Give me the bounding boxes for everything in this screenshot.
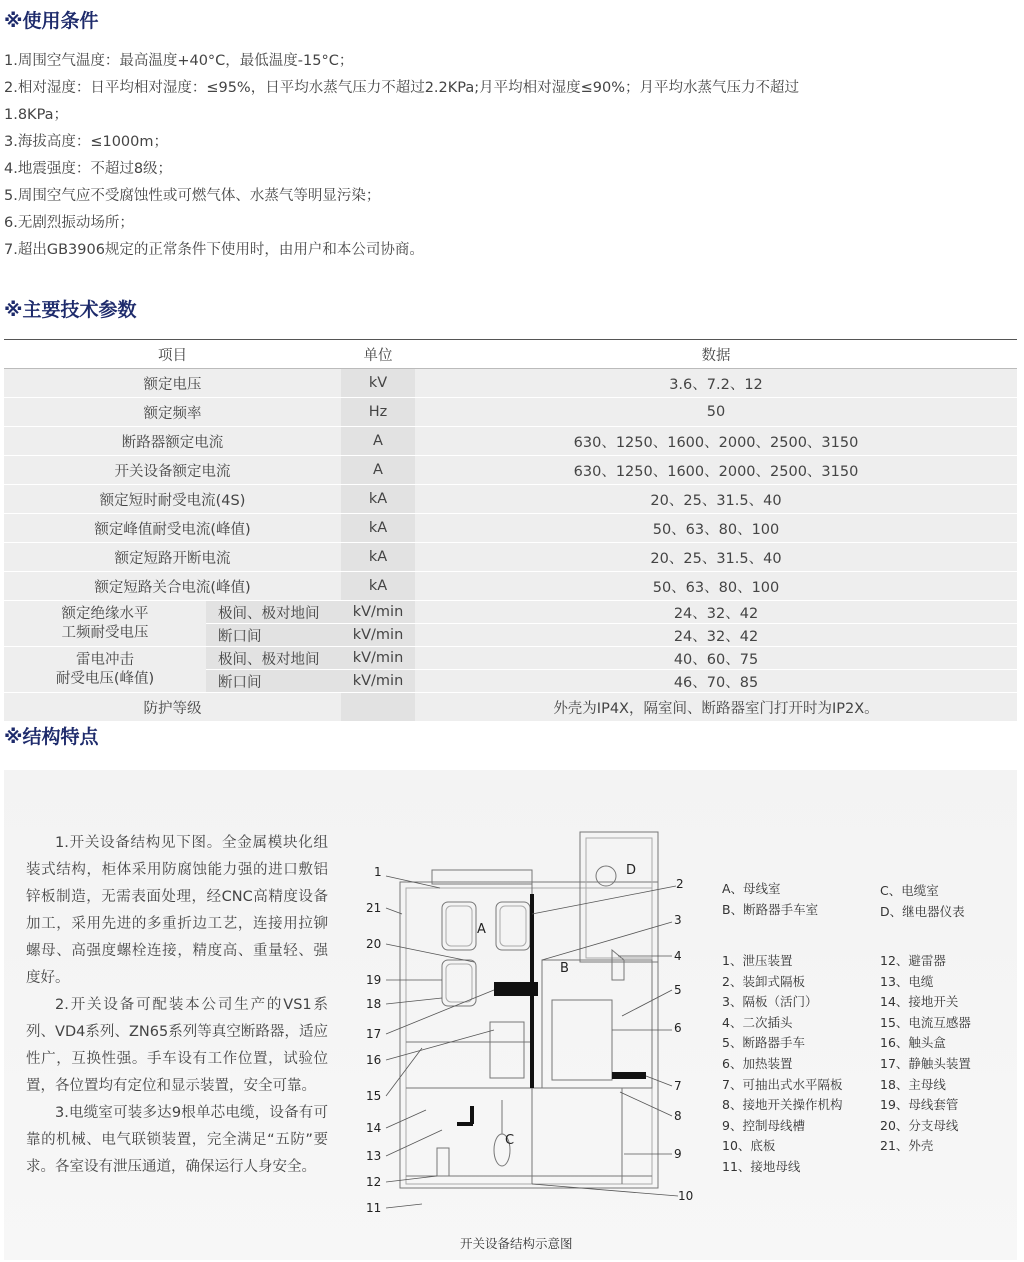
legend-item: 4、二次插头 [722, 1014, 793, 1030]
part-number: 2 [676, 877, 684, 891]
cell-data: 50 [415, 398, 1017, 427]
cell-item: 额定峰值耐受电流(峰值) [4, 514, 341, 543]
group-label-line: 工频耐受电压 [61, 624, 149, 641]
table-row [4, 485, 1017, 514]
cell-data: 外壳为IP4X，隔室间、断路器室门打开时为IP2X。 [415, 693, 1017, 722]
table-row [4, 427, 1017, 456]
cell-sub-item: 断口间 [206, 624, 341, 647]
legend-item: 19、母线套管 [880, 1097, 959, 1113]
table-row [4, 601, 1017, 624]
part-number: 19 [366, 973, 382, 987]
legend-item: A、母线室 [722, 881, 781, 896]
room-label-b: B [560, 961, 569, 976]
part-number: 16 [366, 1053, 382, 1067]
cell-item: 额定短时耐受电流(4S) [4, 485, 341, 514]
condition-item: 1.周围空气温度：最高温度+40°C，最低温度-15°C； [4, 53, 354, 69]
cabinet-outline [400, 882, 658, 1188]
condition-item: 4.地震强度：不超过8级； [4, 161, 173, 177]
rooms-legend-right [880, 881, 965, 922]
cell-item: 开关设备额定电流 [4, 456, 341, 485]
condition-item: 6.无剧烈振动场所； [4, 215, 134, 231]
structure-title: ※结构特点 [4, 726, 99, 748]
cell-data: 24、32、42 [415, 601, 1017, 624]
part-number: 17 [366, 1027, 382, 1041]
cell-unit: kA [341, 485, 415, 514]
switchgear-diagram [362, 830, 702, 1220]
part-number: 3 [674, 913, 682, 927]
part-number: 18 [366, 997, 382, 1011]
cell-item: 防护等级 [4, 693, 341, 722]
legend-item: 3、隔板（活门） [722, 994, 818, 1010]
room-label-d: D [626, 863, 637, 878]
table-row [4, 514, 1017, 543]
cell-data: 50、63、80、100 [415, 572, 1017, 601]
part-number: 9 [674, 1147, 682, 1161]
part-number: 15 [366, 1089, 382, 1103]
params-title: ※主要技术参数 [4, 299, 137, 321]
cell-data: 630、1250、1600、2000、2500、3150 [415, 456, 1017, 485]
legend-item: 17、静触头装置 [880, 1055, 971, 1071]
cell-item: 额定短路关合电流(峰值) [4, 572, 341, 601]
cell-data: 20、25、31.5、40 [415, 485, 1017, 514]
table-row [4, 572, 1017, 601]
part-number: 20 [366, 937, 382, 951]
cell-data: 24、32、42 [415, 624, 1017, 647]
part-number: 7 [674, 1079, 682, 1093]
part-number: 14 [366, 1121, 382, 1135]
cell-sub-item: 极间、极对地间 [206, 601, 341, 624]
cell-data: 630、1250、1600、2000、2500、3150 [415, 427, 1017, 456]
cell-group-label [4, 601, 206, 647]
legend-item: 18、主母线 [880, 1076, 946, 1092]
part-number: 4 [674, 949, 682, 963]
structure-paragraph: 1.开关设备结构见下图。全金属模块化组装式结构，柜体采用防腐蚀能力强的进口敷铝锌板制造，无需表面处理，经CNC高精度设备加工，采用先进的多重折边工艺，连接用拉铆螺母、高强度螺栓连接，精度高、重量轻、强度好。 [26, 835, 328, 986]
legend-item: 12、避雷器 [880, 953, 946, 968]
cell-unit: kA [341, 543, 415, 572]
table-row [4, 398, 1017, 427]
cell-item: 额定频率 [4, 398, 341, 427]
legend-item: 11、接地母线 [722, 1158, 801, 1174]
legend-item: 7、可抽出式水平隔板 [722, 1076, 843, 1092]
spec-table [4, 339, 1017, 722]
cell-data: 20、25、31.5、40 [415, 543, 1017, 572]
condition-item: 2.相对湿度：日平均相对湿度：≤95%，日平均水蒸气压力不超过2.2KPa;月平均相对湿度≤90%；月平均水蒸气压力不超过 [4, 80, 800, 96]
cell-data: 50、63、80、100 [415, 514, 1017, 543]
legend-item: 8、接地开关操作机构 [722, 1097, 843, 1113]
room-label-c: C [505, 1133, 515, 1148]
cell-data: 46、70、85 [415, 670, 1017, 693]
parts-legend-right [880, 951, 971, 1157]
cell-unit: kA [341, 572, 415, 601]
table-row [4, 647, 1017, 670]
legend-item: 15、电流互感器 [880, 1014, 971, 1030]
conditions-title: ※使用条件 [4, 10, 99, 32]
part-number: 8 [674, 1109, 682, 1123]
structure-text [26, 830, 328, 1181]
group-label-line: 雷电冲击 [76, 651, 134, 668]
horizontal-partition [612, 1072, 646, 1079]
legend-item: 1、泄压装置 [722, 953, 793, 968]
condition-item: 5.周围空气应不受腐蚀性或可燃气体、水蒸气等明显污染； [4, 188, 381, 204]
table-row [4, 456, 1017, 485]
cell-data: 3.6、7.2、12 [415, 369, 1017, 398]
contact-box [494, 982, 538, 996]
legend-item: 20、分支母线 [880, 1117, 959, 1133]
legend-item: 14、接地开关 [880, 994, 959, 1010]
part-number: 10 [678, 1189, 694, 1203]
table-header-row [4, 340, 1017, 369]
group-label-line: 耐受电压(峰值) [55, 670, 155, 687]
cell-group-label [4, 647, 206, 693]
legend-item: 9、控制母线槽 [722, 1117, 805, 1133]
col-header-data: 数据 [415, 340, 1017, 369]
legend-item: 6、加热装置 [722, 1055, 793, 1071]
part-number: 11 [366, 1201, 382, 1215]
legend-item: D、继电器仪表 [880, 903, 965, 919]
structure-paragraph: 2.开关设备可配装本公司生产的VS1系列、VD4系列、ZN65系列等真空断路器，适应性广，互换性强。手车设有工作位置，试验位置，各位置均有定位和显示装置，安全可靠。 [26, 997, 328, 1094]
cell-unit: kV/min [341, 624, 415, 647]
cell-unit: kV [341, 369, 415, 398]
rooms-legend-left [722, 879, 818, 920]
cell-unit: kV/min [341, 670, 415, 693]
legend-item: 21、外壳 [880, 1138, 934, 1154]
cell-item: 额定电压 [4, 369, 341, 398]
group-label-line: 额定绝缘水平 [61, 605, 149, 622]
col-header-unit: 单位 [341, 340, 415, 369]
cell-sub-item: 断口间 [206, 670, 341, 693]
part-number: 21 [366, 901, 382, 915]
cell-unit: kV/min [341, 647, 415, 670]
cell-unit: Hz [341, 398, 415, 427]
table-row [4, 543, 1017, 572]
cell-unit: A [341, 427, 415, 456]
cell-sub-item: 极间、极对地间 [206, 647, 341, 670]
cell-item: 断路器额定电流 [4, 427, 341, 456]
cell-item: 额定短路开断电流 [4, 543, 341, 572]
legend-item: 10、底板 [722, 1138, 776, 1154]
col-header-item: 项目 [4, 340, 341, 369]
part-number: 13 [366, 1149, 382, 1163]
legend-item: C、电缆室 [880, 883, 939, 898]
legend-item: 2、装卸式隔板 [722, 973, 805, 989]
cell-unit [341, 693, 415, 722]
table-row [4, 369, 1017, 398]
part-number: 5 [674, 983, 682, 997]
conditions-list [4, 48, 1004, 264]
legend-item: 5、断路器手车 [722, 1035, 805, 1051]
legend-item: 16、触头盒 [880, 1035, 946, 1051]
structure-paragraph: 3.电缆室可装多达9根单芯电缆，设备有可靠的机械、电气联锁装置，完全满足“五防”要求。各室设有泄压通道，确保运行人身安全。 [26, 1105, 328, 1175]
cell-unit: kA [341, 514, 415, 543]
cell-unit: A [341, 456, 415, 485]
cell-data: 40、60、75 [415, 647, 1017, 670]
condition-item: 1.8KPa； [4, 107, 69, 123]
legend-item: 13、电缆 [880, 973, 934, 989]
diagram-caption: 开关设备结构示意图 [460, 1236, 573, 1251]
condition-item: 7.超出GB3906规定的正常条件下使用时，由用户和本公司协商。 [4, 242, 424, 258]
legend-item: B、断路器手车室 [722, 901, 819, 917]
part-number: 1 [374, 865, 382, 879]
part-number: 6 [674, 1021, 682, 1035]
condition-item: 3.海拔高度：≤1000m； [4, 134, 169, 150]
parts-legend-left [722, 951, 842, 1178]
table-row [4, 693, 1017, 722]
room-label-a: A [477, 922, 486, 937]
part-number: 12 [366, 1175, 382, 1189]
cell-unit: kV/min [341, 601, 415, 624]
